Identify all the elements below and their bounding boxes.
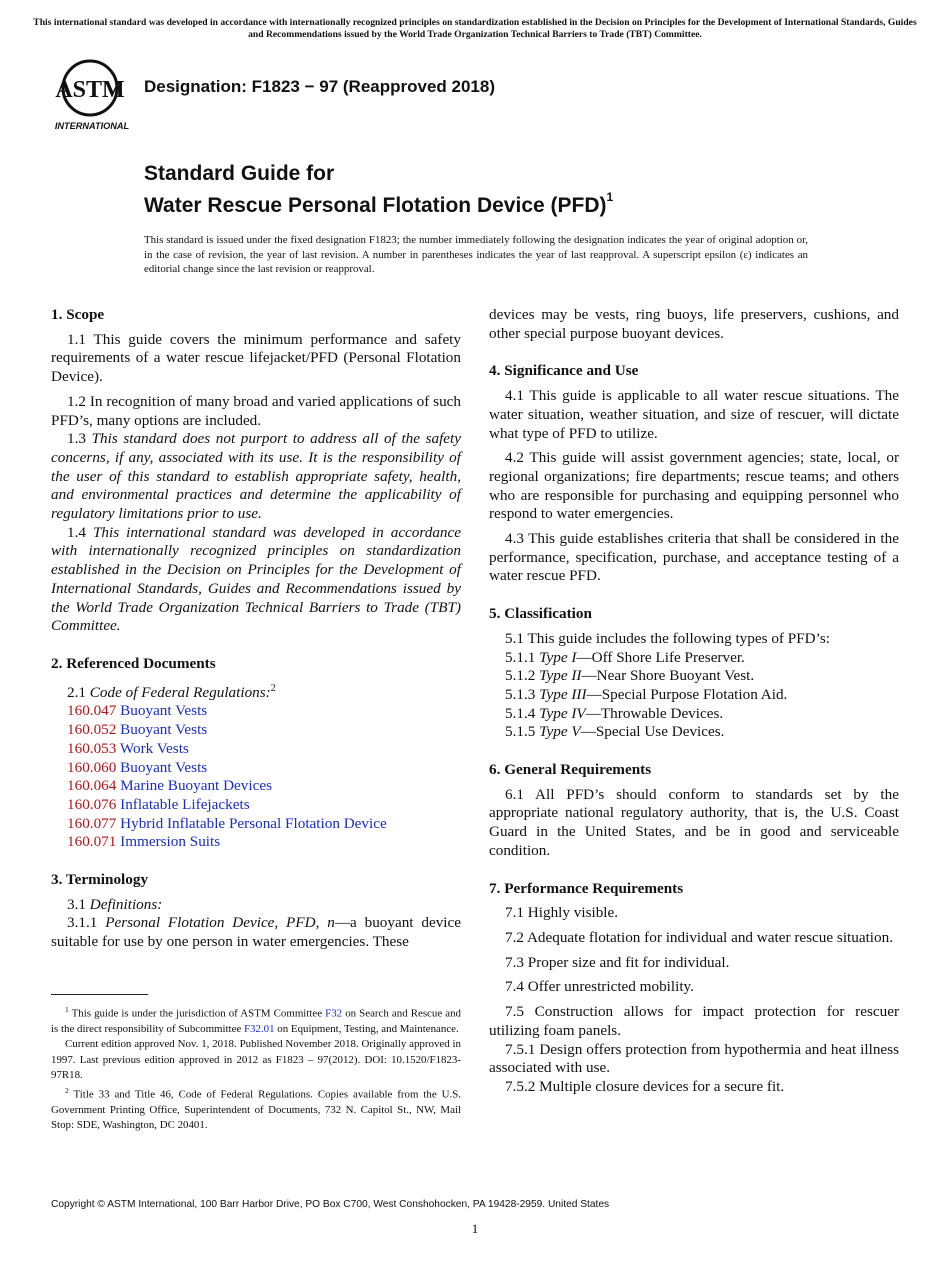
reference-label[interactable]: Buoyant Vests <box>120 758 208 776</box>
reference-item[interactable] <box>51 702 461 721</box>
para-7-3: 7.3 Proper size and fit for individual. <box>505 953 730 971</box>
type-item: 5.1.4 Type IV—Throwable Devices. <box>505 704 724 722</box>
reference-item[interactable] <box>51 740 461 759</box>
reference-label[interactable]: Buoyant Vests <box>120 702 208 720</box>
reference-item[interactable] <box>51 833 461 852</box>
reference-item[interactable] <box>51 721 461 740</box>
reference-label[interactable]: Work Vests <box>119 739 189 757</box>
title-footnote-mark: 1 <box>606 190 614 204</box>
subcommittee-link[interactable]: F32.01 <box>244 1022 275 1035</box>
type-item: 5.1.5 Type V—Special Use Devices. <box>505 723 725 741</box>
reference-item[interactable] <box>51 777 461 796</box>
reference-number[interactable]: 160.047 <box>67 702 117 720</box>
left-column <box>51 306 461 952</box>
reference-number[interactable]: 160.052 <box>67 721 117 739</box>
footnote-edition: Current edition approved Nov. 1, 2018. Published November 2018. Originally approved in 1997. Last previous edition approved in 2012 as F1823 – 97(2012). DOI: 10.1520/F1823-97R18. <box>51 1038 461 1081</box>
para-1-4: 1.4 This international standard was developed in accordance with internationally recognized principles on standardization established in the Decision on Principles for the Development of International Standards, Guides and Recommendations issued by the World Trade Organization Technical Barriers to Trade (TBT) Committee. <box>51 523 462 635</box>
para-7-5-1: 7.5.1 Design offers protection from hypothermia and heat illness associated with use. <box>489 1040 899 1077</box>
committee-link[interactable]: F32 <box>325 1007 343 1020</box>
page-number: 1 <box>471 1221 479 1236</box>
para-3-1: 3.1 Definitions: <box>67 895 163 913</box>
reference-label[interactable]: Marine Buoyant Devices <box>120 777 272 795</box>
para-7-5-2: 7.5.2 Multiple closure devices for a secure fit. <box>505 1077 785 1095</box>
footnote-1: $^1$ This guide is under the jurisdiction of ASTM Committee F32 on Search and Rescue and is the direct responsibility of Subcommittee F32.01 on Equipment, Testing, and Maintenance. <box>51 1005 461 1035</box>
para-4-1: 4.1 This guide is applicable to all water rescue situations. The water situation, weather situation, and size of rescuer, will dictate what type of PFD to utilize. <box>489 387 899 442</box>
reference-number[interactable]: 160.060 <box>67 758 117 776</box>
section-heading-significance: 4. Significance and Use <box>489 362 639 380</box>
para-6-1: 6.1 All PFD’s should conform to standards set by the appropriate national regulatory authority, that is, the U.S. Coast Guard in the United States, and be in good and serviceable condition. <box>489 785 899 859</box>
type-item: 5.1.2 Type II—Near Shore Buoyant Vest. <box>505 667 755 685</box>
para-2-1: 2.1 Code of Federal Regulations:$^2$ <box>67 682 276 701</box>
issue-notice: This standard is issued under the fixed designation F1823; the number immediately following the designation indicates the year of original adoption or, in the case of revision, the year of last revision. A number in parentheses indicates the year of last reapproval. A superscript epsilon (ε) indicates an editorial change since the last revision or reapproval. <box>144 234 808 276</box>
para-7-4: 7.4 Offer unrestricted mobility. <box>505 978 694 996</box>
astm-logo <box>52 58 136 132</box>
title-line-2: Water Rescue Personal Flotation Device (PFD)$^1$ <box>144 190 614 217</box>
logo-subtext: INTERNATIONAL <box>54 121 130 131</box>
reference-list <box>51 680 461 852</box>
right-column <box>489 306 899 1097</box>
para-1-3: 1.3 This standard does not purport to address all of the safety concerns, if any, associated with its use. It is the responsibility of the user of this standard to establish appropriate safety, health, and environmental practices and determine the applicability of regulatory limitations prior to use. <box>51 430 462 523</box>
para-1-1: 1.1 This guide covers the minimum performance and safety requirements of a water rescue lifejacket/PFD (Personal Flotation Device). <box>51 330 461 386</box>
top-notice: This international standard was developed in accordance with internationally recognized principles on standardization established in the Decision on Principles for the Development of International Standards, Guides and Recommendations issued by the World Trade Organization Technical Barriers to Trade (TBT) Committee. <box>33 17 917 40</box>
reference-item[interactable] <box>51 815 461 834</box>
para-3-1-1: 3.1.1 Personal Flotation Device, PFD, n—a buoyant device suitable for use by one person in water emergencies. These <box>51 914 461 951</box>
para-4-3: 4.3 This guide establishes criteria that shall be considered in the performance, specification, purchase, and acceptance testing of a water rescue PFD. <box>489 530 899 585</box>
reference-number[interactable]: 160.071 <box>67 833 117 851</box>
reference-label[interactable]: Buoyant Vests <box>120 721 208 739</box>
logo-text: ASTM <box>55 77 125 103</box>
para-1-2: 1.2 In recognition of many broad and varied applications of such PFD’s, many options are included. <box>51 392 461 429</box>
section-heading-referenced: 2. Referenced Documents <box>51 654 216 672</box>
footnote-2: $^2$ Title 33 and Title 46, Code of Federal Regulations. Copies available from the U.S. Government Printing Office, Superintendent of Documents, 732 N. Capitol St., NW, Mail Stop: SDE, Washington, DC 20401. <box>51 1086 461 1132</box>
para-7-2: 7.2 Adequate flotation for individual and water rescue situation. <box>505 928 894 946</box>
reference-item[interactable] <box>51 796 461 815</box>
reference-number[interactable]: 160.076 <box>67 795 117 813</box>
reference-label[interactable]: Inflatable Lifejackets <box>120 795 250 813</box>
title-line-1: Standard Guide for <box>144 162 335 185</box>
section-heading-general: 6. General Requirements <box>489 761 652 779</box>
reference-label[interactable]: Immersion Suits <box>120 833 221 851</box>
type-item: 5.1.3 Type III—Special Purpose Flotation Aid. <box>505 685 788 703</box>
para-7-1: 7.1 Highly visible. <box>505 904 619 922</box>
reference-number[interactable]: 160.053 <box>67 739 117 757</box>
para-3-1-1-continued: devices may be vests, ring buoys, life preservers, cushions, and other special purpose buoyant devices. <box>489 306 899 342</box>
type-list <box>489 630 899 742</box>
section-heading-scope: 1. Scope <box>51 306 105 323</box>
footnote-divider <box>51 994 148 995</box>
para-4-2: 4.2 This guide will assist government agencies; state, local, or regional organizations; fire departments; rescue teams; and others who are responsible for purchasing and equipping personnel who respond to water emergencies. <box>489 449 899 523</box>
page-title <box>144 160 613 219</box>
type-item: 5.1.1 Type I—Off Shore Life Preserver. <box>505 648 745 666</box>
copyright: Copyright © ASTM International, 100 Barr Harbor Drive, PO Box C700, West Conshohocken, PA 19428-2959. United States <box>51 1199 610 1210</box>
para-5-1: 5.1 This guide includes the following types of PFD’s: <box>505 629 830 647</box>
section-heading-performance: 7. Performance Requirements <box>489 879 684 897</box>
para-7-5: 7.5 Construction allows for impact protection for rescuer utilizing foam panels. <box>489 1003 899 1039</box>
section-heading-terminology: 3. Terminology <box>51 871 149 889</box>
designation: Designation: F1823 − 97 (Reapproved 2018) <box>144 77 495 96</box>
reference-number[interactable]: 160.077 <box>67 814 117 832</box>
reference-number[interactable]: 160.064 <box>67 777 117 795</box>
reference-item[interactable] <box>51 759 461 778</box>
reference-label[interactable]: Hybrid Inflatable Personal Flotation Device <box>120 814 387 832</box>
section-heading-classification: 5. Classification <box>489 605 592 623</box>
footnotes <box>51 1002 461 1134</box>
